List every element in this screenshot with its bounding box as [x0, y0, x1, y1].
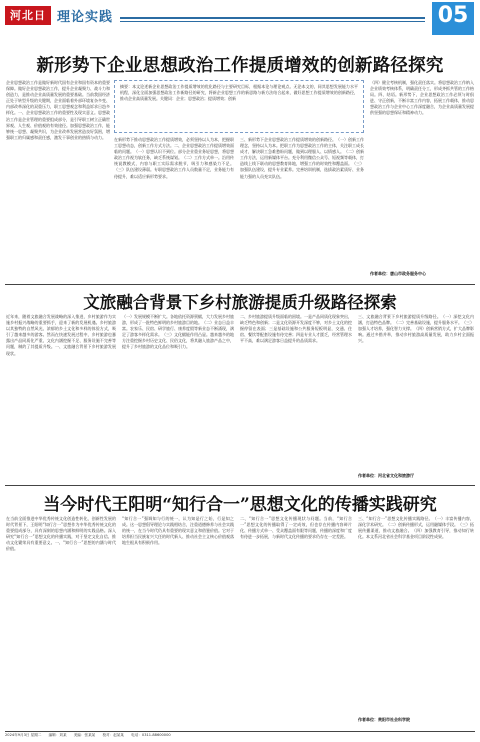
article-2-title: 文旅融合背景下乡村旅游提质升级路径探索 [83, 293, 397, 312]
footer-designer: 美编：张某某 [73, 733, 96, 737]
article-2-column-2 [122, 314, 234, 482]
article-1-column-4 [370, 80, 474, 281]
newspaper-logo: 河北日报 [5, 6, 51, 25]
article-3-column-1 [6, 516, 116, 728]
article-2-col-2-text: （一）发展规模不断扩大。各地依托资源禀赋，大力发展乡村旅游，形成了一批特色鲜明的乡村旅游目的地。（二）业态日益丰富。农家乐、民宿、研学旅行、康养度假等新业态不断涌现，满足了游客多样化需求。（三）文化赋能作用凸显。越来越多的地方注重挖掘乡村历史文化、民俗文化，将其融入旅游产品之中，提升了乡村旅游的文化品位和吸引力。 [122, 314, 234, 350]
article-1-column-2 [114, 137, 234, 281]
article-2-col-3-text: 二、乡村旅游提质升级面临的困境。一是产品同质化现象突出，缺乏特色和创新；二是文化资源开发深度不够，对乡土文化的挖掘停留在表面；三是基础设施和公共服务短板明显，交通、住宿、餐饮等配套设施有待完善；四是专业人才匮乏，经营管理水平不高，难以满足游客日益提升的品质需求。 [240, 314, 352, 344]
footer-date: 2024年9月3日 星期二 [5, 733, 42, 737]
article-1-col-3-text: 三、新形势下企业思想政治工作提质增效的创新路径。（一）创新工作理念，坚持以人为本。把职工作为思想政治工作的主体，关注职工成长成才，解决职工急难愁盼问题，做到以理服人、以情感人。（二）创新工作方法，运用新媒体平台。充分利用微信公众号、短视频等载体，打造线上线下联动的思想教育阵地，增强工作的时效性和覆盖面。（三）加强队伍建设，提升专业素养。完善培训机制，选拔政治素质好、业务能力强的人员充实队伍。 [240, 137, 364, 179]
article-2-column-1 [6, 314, 116, 482]
article-1-column-1 [6, 80, 110, 281]
article-3-column-4 [358, 516, 474, 728]
article-3-col-3-text: 二、“知行合一”思想文化传播现状与问题。当前，“知行合一”思想文化的传播取得了一定成效，但也存在传播内容碎片化、传播方式单一、受众覆盖面有限等问题，传播的深度和广度有待进一步拓展，与新时代文化传播的要求仍存在一定差距。 [240, 516, 352, 540]
abstract-text: 摘要：本文论述新企业思想政治工作提质增效的优化路径与主要研究目标，根据本论与理论观点。无论本文的，同其思想发展能力水平机程，深化全面加强思想政治工作新路径的研究，将新企业思想工作的新思路与新方法结合起来，做好思想工作提质增效的创新路径，推动企业高质量发展。关键词：企业；思想政治；提质增效；创新 [120, 84, 358, 102]
article-1-author: 作者单位：唐山市政务服务中心 [370, 271, 426, 276]
article-2-column-4 [358, 314, 474, 482]
article-3-column-2 [122, 516, 234, 728]
article-2-author: 作者单位：河北省文化和旅游厅 [358, 473, 414, 478]
footer-proofreader: 校对：赵某某 [102, 733, 124, 737]
page-footer [5, 731, 475, 739]
article-1-abstract [114, 80, 364, 133]
footer-phone: 电话：0311-88600000 [131, 733, 171, 737]
article-3-col-4-text: 三、“知行合一”思想文化传播实践路径。（一）丰富传播内容，深化学术研究。（二）创新传播形式，运用融媒体手段。（三）拓展传播渠道，推动文旅融合。（四）加强教育引导，推动知行转化。本文系河北省社会科学基金项目阶段性成果。 [358, 516, 474, 540]
article-3-author: 作者单位：贵阳市社会科学院 [358, 717, 410, 722]
article-divider-1 [5, 284, 475, 285]
article-1-title: 新形势下企业思想政治工作提质增效的创新路径探究 [36, 56, 444, 76]
page-number: 05 [432, 2, 474, 30]
section-rule [120, 17, 425, 19]
article-2-column-3 [240, 314, 352, 482]
article-1-col-4-text: （四）健全考核机制，强化责任落实。将思想政治工作纳入企业绩效考核体系，明确责任分工，形成齐抓共管的工作格局。四、结语。新形势下，企业思想政治工作必须与时俱进、守正创新，不断丰富工作内容，拓展工作载体，推动思想政治工作与企业中心工作深度融合，为企业高质量发展提供坚强的思想保证和精神动力。 [370, 80, 474, 116]
page-number-tab [432, 30, 474, 35]
article-divider-2 [5, 485, 475, 486]
article-2-col-1-text: 近年来，随着文旅融合发展战略的深入推进，乡村旅游作为实施乡村振兴战略的重要抓手，迎来了新的发展机遇。乡村旅游以其独特的自然风光、浓郁的乡土文化和多样的体验方式，吸引了越来越多的游客。然而在快速发展过程中，乡村旅游也暴露出产品同质化严重、文化内涵挖掘不足、服务设施不完善等问题，制约了其提质升级。一、文旅融合背景下乡村旅游发展现状。 [6, 314, 116, 356]
section-name: 理论实践 [57, 10, 114, 25]
article-3-column-3 [240, 516, 352, 728]
article-3-title: 当今时代王阳明“知行合一”思想文化的传播实践研究 [43, 495, 437, 515]
masthead [0, 0, 480, 40]
article-1-col-2-text: 在新形势下推动思想政治工作提质增效，必须坚持以人为本，把握职工思想动态，创新工作方式方法。二、企业思想政治工作提质增效面临的问题。（一）思想认识不到位。部分企业重业务轻思想，将思想政治工作视为软任务，缺乏系统谋划。（二）工作方式单一。沿用传统说教模式，内容与职工实际需求脱节，吸引力和感染力不足。（三）队伍建设薄弱。专职思想政治工作人员数量不足，业务能力有待提升，难以适应新形势要求。 [114, 137, 234, 179]
section-rule-thin [120, 21, 425, 22]
article-1-column-3 [240, 137, 364, 281]
article-1-col-1-text: 企业思想政治工作是做好新时代国有企业和国有资本的重要保障。做好企业思想政治工作，提升企业凝聚力、战斗力和创造力，是推动企业高质量发展的重要基础。当前我国经济正处于转型升级的关键期，企业面临着外部环境复杂多变、内部改革深化的双重压力，职工思想观念和利益诉求日趋多样化。一、企业思想政治工作的重要性及现实意义。思想政治工作是企业管理的重要组成部分，是引导职工树立正确世界观、人生观、价值观的有效途径。加强思想政治工作，能够统一思想、凝聚共识，为企业改革发展营造良好氛围，增强职工的归属感和责任感，激发干事创业的热情与动力。 [6, 80, 110, 140]
article-3-col-1-text: 在当前全面推进中华优秀传统文化创造性转化、创新性发展的时代背景下，王阳明“知行合一”思想作为中华优秀传统文化的重要组成部分，具有深刻的思想内涵和鲜明的实践品格。深入研究“知行合一”思想文化的传播实践，对于坚定文化自信、推动文化繁荣具有重要意义。一、“知行合一”思想的内涵与时代价值。 [6, 516, 116, 552]
article-3-col-2-text: “知行合一”强调知与行的统一，认为知是行之始，行是知之成。这一思想倡导理论与实践相结合，注重道德修养与社会实践的统一，在当今时代仍具有重要的现实意义和借鉴价值。它对于培养担当民族复兴大任的时代新人、推动社会主义核心价值观落地生根具有积极作用。 [122, 516, 234, 546]
article-2-col-4-text: 三、文旅融合背景下乡村旅游提质升级路径。（一）深挖文化内涵，打造特色品牌。（二）完善基础设施，提升服务水平。（三）加强人才培养，强化智力支撑。（四）创新营销方式，扩大品牌影响。通过多措并举，推动乡村旅游高质量发展，助力乡村全面振兴。 [358, 314, 474, 344]
footer-editor: 编辑：刘某 [48, 733, 67, 737]
